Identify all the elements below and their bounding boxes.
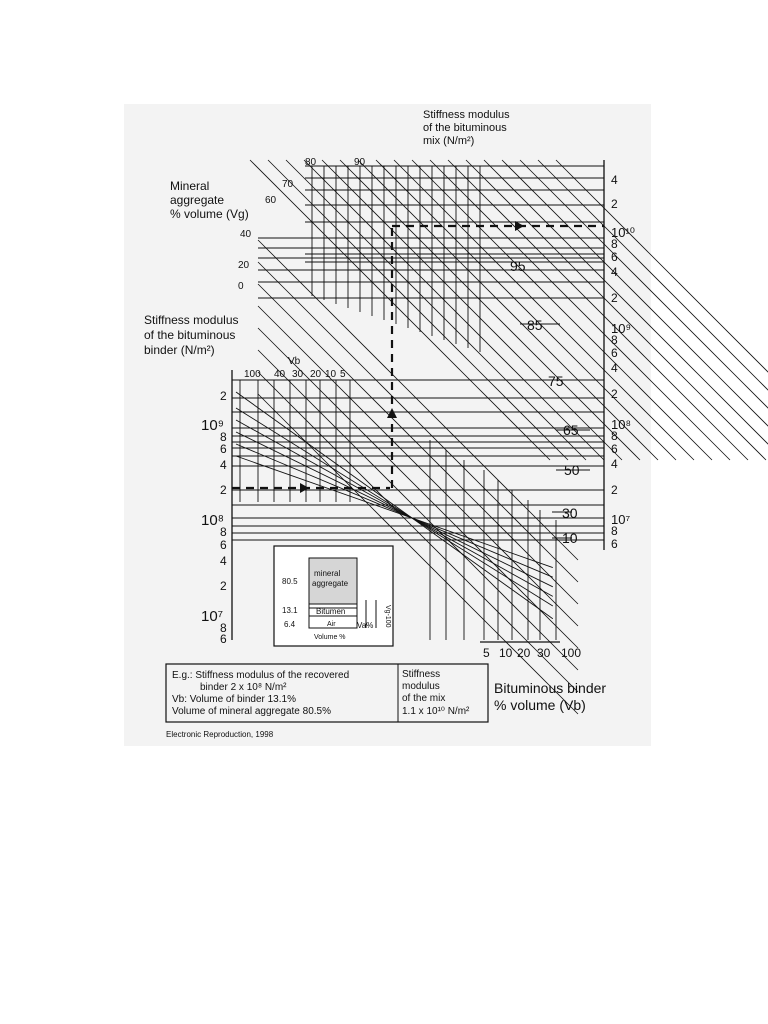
example-left-line-2: binder 2 x 10⁸ N/m²	[200, 682, 287, 693]
mix-axis-label: 2	[611, 387, 618, 401]
mix-axis-label: 2	[611, 483, 618, 497]
vg-axis-label: 60	[265, 195, 277, 206]
volume-composition-inset	[274, 546, 393, 646]
mix-axis-title-line-3: mix (N/m²)	[423, 135, 475, 147]
vb-scale-label: 10	[325, 369, 337, 380]
curve-label: 95	[510, 258, 526, 274]
binder-axis-label: 2	[220, 579, 227, 593]
inset-volume-label: Volume %	[314, 634, 346, 641]
binder-axis-label: 4	[220, 554, 227, 568]
vg-axis-label: 0	[238, 281, 244, 292]
mix-axis-label: 10⁹	[611, 321, 632, 336]
arrow-icon	[387, 408, 397, 418]
inset-value: 13.1	[282, 606, 298, 615]
binder-axis-label: 10⁸	[201, 512, 225, 529]
bottom-axis-label: 10	[499, 646, 513, 660]
bottom-axis-label: 5	[483, 646, 490, 660]
example-left-line-4: Volume of mineral aggregate 80.5%	[172, 706, 331, 717]
example-left-line-3: Vb: Volume of binder 13.1%	[172, 694, 296, 705]
vg-axis-label: 20	[238, 260, 250, 271]
vg-axis-title-line-2: aggregate	[170, 193, 225, 207]
vg-axis-label: 80	[305, 157, 317, 168]
vg-axis-label: 40	[240, 229, 252, 240]
mix-axis-label: 10⁷	[611, 512, 631, 527]
example-box	[166, 664, 488, 722]
example-right-line-2: modulus	[402, 681, 440, 692]
mix-axis-label: 6	[611, 537, 618, 551]
binder-axis-title-line-2: of the bituminous	[144, 328, 236, 342]
example-right-line-1: Stiffness	[402, 669, 441, 680]
binder-axis-title-line-1: Stiffness modulus	[144, 313, 239, 327]
example-right-line-4: 1.1 x 10¹⁰ N/m²	[402, 706, 470, 717]
vb-scale-label: 5	[340, 369, 346, 380]
mix-axis-label: 8	[611, 524, 618, 538]
curve-label: 85	[527, 317, 543, 333]
binder-axis-label: 8	[220, 430, 227, 444]
example-left-line-1: E.g.: Stiffness modulus of the recovered	[172, 670, 350, 681]
bottom-axis-label: 20	[517, 646, 531, 660]
curve-label: 65	[563, 422, 579, 438]
arrow-icon	[300, 483, 309, 493]
binder-axis-label: 2	[220, 483, 227, 497]
vb-scale-label: 30	[292, 369, 304, 380]
example-right-line-3: of the mix	[402, 693, 446, 704]
binder-axis-label: 2	[220, 389, 227, 403]
binder-axis-label: 6	[220, 442, 227, 456]
mix-axis-label: 6	[611, 442, 618, 456]
vg-axis-label: 90	[354, 157, 366, 168]
curve-label: 50	[564, 462, 580, 478]
mix-axis-label: 4	[611, 457, 618, 471]
binder-axis-label: 8	[220, 621, 227, 635]
footer-credit: Electronic Reproduction, 1998	[166, 730, 274, 739]
mix-axis-label: 2	[611, 291, 618, 305]
vb-scale-label: 40	[274, 369, 286, 380]
binder-axis-label: 4	[220, 458, 227, 472]
bottom-axis-title-line-1: Bituminous binder	[494, 680, 607, 696]
bottom-axis-label: 100	[561, 646, 582, 660]
mix-axis-label: 4	[611, 361, 618, 375]
mix-axis-label: 10⁸	[611, 417, 631, 432]
inset-mineral-label-2: aggregate	[312, 579, 349, 588]
mix-axis-label: 8	[611, 429, 618, 443]
curve-label: 30	[562, 505, 578, 521]
binder-axis-label: 10⁷	[201, 608, 224, 625]
mix-axis-label: 4	[611, 265, 618, 279]
mix-axis-label: 6	[611, 250, 618, 264]
mix-axis-label: 8	[611, 237, 618, 251]
inset-value: 80.5	[282, 577, 298, 586]
inset-bitumen-label: Bitumen	[316, 607, 346, 616]
vg-axis-title-line-1: Mineral	[170, 179, 210, 193]
inset-mineral-label-1: mineral	[314, 569, 341, 578]
vg-axis-title-line-3: % volume (Vg)	[170, 207, 249, 221]
mix-axis-title-line-2: of the bituminous	[423, 122, 507, 134]
binder-axis-label: 6	[220, 632, 227, 646]
binder-axis-label: 10⁹	[201, 417, 225, 434]
mix-axis-label: 8	[611, 333, 618, 347]
mix-axis-title-line-1: Stiffness modulus	[423, 109, 510, 121]
binder-axis-label: 8	[220, 525, 227, 539]
vb-scale-title: Vb	[288, 356, 301, 367]
inset-air-label: Air	[327, 621, 336, 628]
inset-value: 6.4	[284, 620, 296, 629]
mix-axis-label: 10¹⁰	[611, 225, 636, 240]
inset-vg-label: Vg-100	[384, 605, 391, 628]
vb-scale-label: 20	[310, 369, 322, 380]
mix-axis-label: 4	[611, 173, 618, 187]
vb-scale-label: 100	[244, 369, 261, 380]
vg-axis-label: 70	[282, 179, 294, 190]
mix-axis-label: 2	[611, 197, 618, 211]
binder-axis-label: 6	[220, 538, 227, 552]
curve-label: 75	[548, 373, 564, 389]
bottom-axis-title-line-2: % volume (Vb)	[494, 697, 586, 713]
arrow-icon	[515, 221, 524, 231]
mix-axis-label: 6	[611, 346, 618, 360]
bottom-axis-label: 30	[537, 646, 551, 660]
curve-label: 10	[562, 530, 578, 546]
binder-axis-title-line-3: binder (N/m²)	[144, 343, 215, 357]
inset-va-label: Va%	[357, 621, 374, 630]
